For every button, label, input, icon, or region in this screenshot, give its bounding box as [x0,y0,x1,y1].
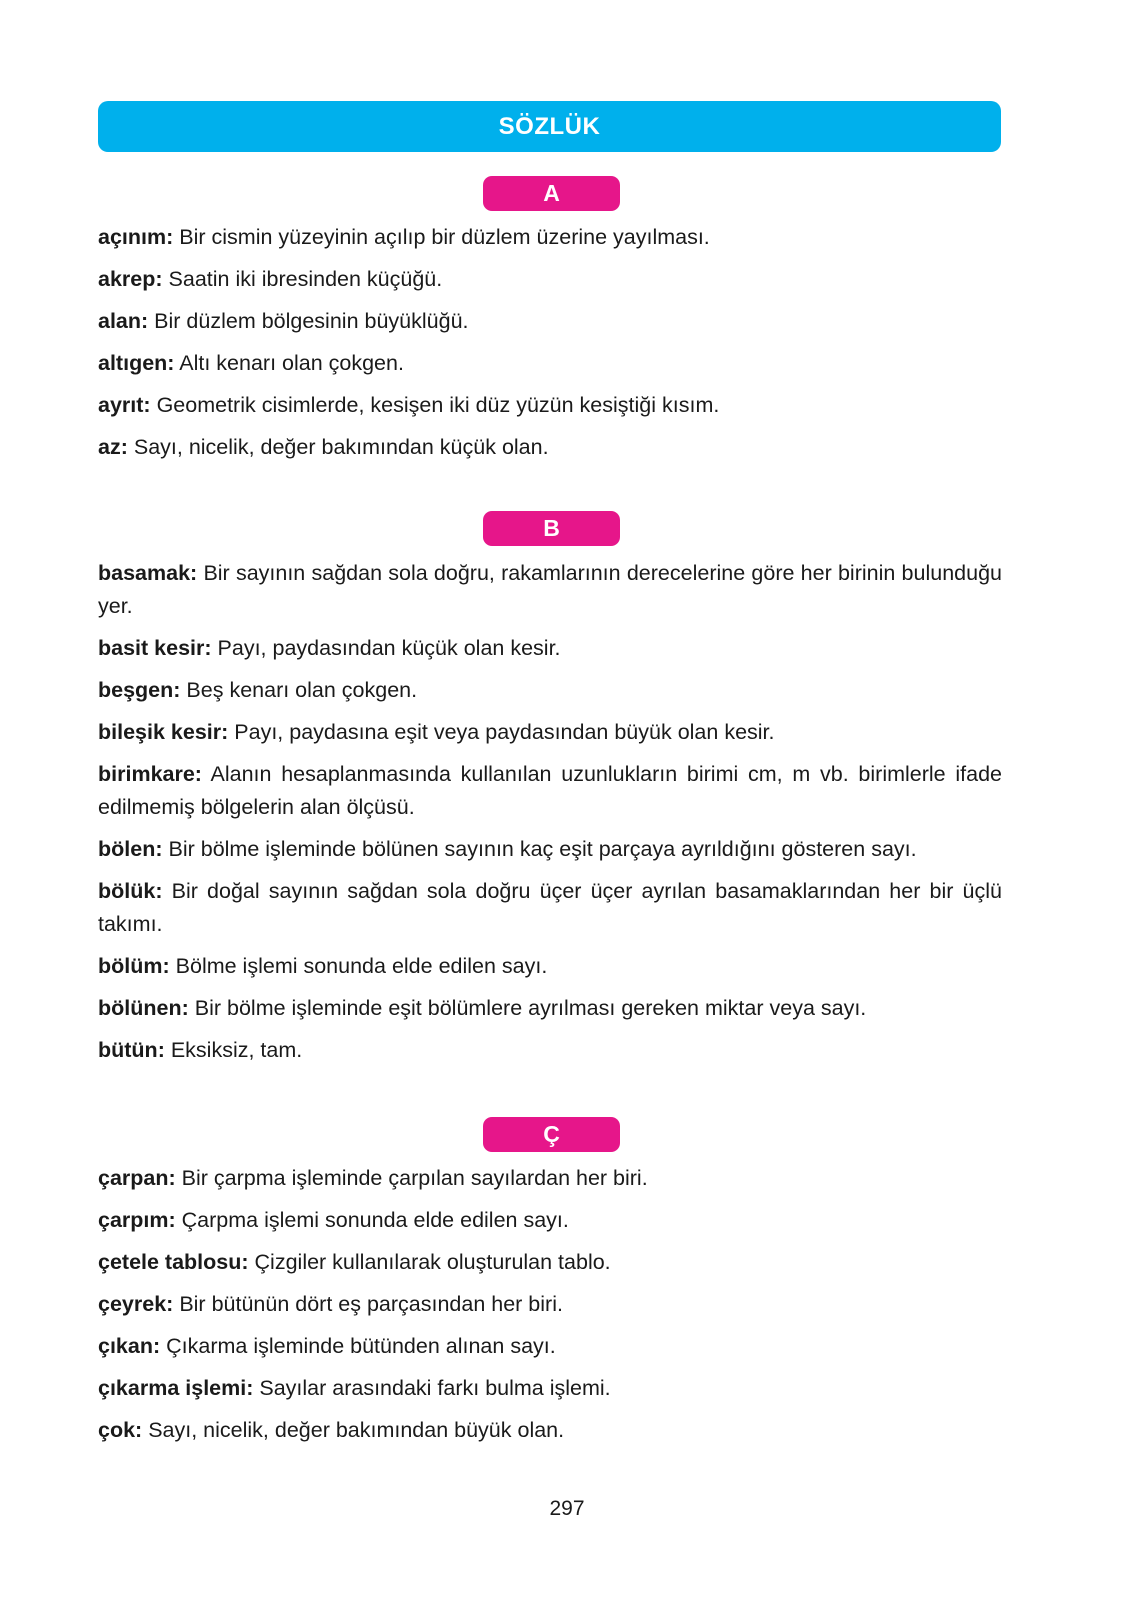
entry-definition: Altı kenarı olan çokgen. [179,351,404,375]
glossary-entry [98,1330,1002,1363]
entry-term: çeyrek: [98,1292,174,1316]
glossary-entry [98,950,1002,983]
entry-definition: Bir bölme işleminde eşit bölümlere ayrılması gereken miktar veya sayı. [194,996,867,1020]
entry-term: bölünen: [98,996,189,1020]
entry-definition: Çizgiler kullanılarak oluşturulan tablo. [254,1250,611,1274]
entry-term: çarpım: [98,1208,176,1232]
section-c-cedilla-entries [98,1162,1002,1456]
entry-term: bütün: [98,1038,165,1062]
glossary-entry [98,221,1002,254]
glossary-entry [98,431,1002,464]
entry-term: az: [98,435,128,459]
section-letter-c-cedilla: Ç [483,1117,620,1152]
entry-definition: Sayılar arasındaki farkı bulma işlemi. [259,1376,611,1400]
glossary-entry [98,674,1002,707]
entry-term: beşgen: [98,678,181,702]
entry-term: bileşik kesir: [98,720,229,744]
glossary-entry [98,1288,1002,1321]
entry-term: akrep: [98,267,163,291]
entry-term: ayrıt: [98,393,151,417]
glossary-entry [98,1034,1002,1067]
entry-definition: Bir sayının sağdan sola doğru, rakamlarının derecelerine göre her birinin bulunduğu yer. [98,561,1002,618]
page-number: 297 [549,1497,585,1520]
glossary-entry [98,1414,1002,1447]
glossary-entry [98,632,1002,665]
glossary-entry [98,1204,1002,1237]
glossary-entry [98,992,1002,1025]
entry-definition: Payı, paydasından küçük olan kesir. [217,636,561,660]
glossary-entry [98,875,1002,941]
entry-definition: Alanın hesaplanmasında kullanılan uzunlukların birimi cm, m vb. birimlerle ifade edilmemiş bölgelerin alan ölçüsü. [98,762,1002,819]
entry-term: bölük: [98,879,163,903]
glossary-entry [98,1246,1002,1279]
entry-term: açınım: [98,225,174,249]
glossary-entry [98,716,1002,749]
entry-term: çetele tablosu: [98,1250,249,1274]
entry-term: basit kesir: [98,636,212,660]
entry-definition: Beş kenarı olan çokgen. [186,678,418,702]
glossary-entry [98,263,1002,296]
entry-definition: Geometrik cisimlerde, kesişen iki düz yüzün kesiştiği kısım. [156,393,720,417]
glossary-entry [98,758,1002,824]
section-letter-a: A [483,176,620,211]
entry-definition: Bölme işlemi sonunda elde edilen sayı. [175,954,548,978]
entry-definition: Bir cismin yüzeyinin açılıp bir düzlem üzerine yayılması. [179,225,710,249]
entry-definition: Sayı, nicelik, değer bakımından büyük olan. [148,1418,565,1442]
section-b-entries [98,557,1002,1076]
glossary-entry [98,389,1002,422]
entry-term: birimkare: [98,762,202,786]
entry-definition: Çıkarma işleminde bütünden alınan sayı. [166,1334,556,1358]
glossary-entry [98,1372,1002,1405]
entry-term: çok: [98,1418,143,1442]
glossary-entry [98,347,1002,380]
entry-definition: Saatin iki ibresinden küçüğü. [168,267,443,291]
entry-definition: Sayı, nicelik, değer bakımından küçük olan. [133,435,549,459]
page-title: SÖZLÜK [98,101,1001,152]
section-a-entries [98,221,1002,473]
entry-definition: Eksiksiz, tam. [170,1038,303,1062]
glossary-entry [98,305,1002,338]
entry-term: alan: [98,309,149,333]
entry-term: basamak: [98,561,198,585]
entry-definition: Bir düzlem bölgesinin büyüklüğü. [154,309,469,333]
section-letter-b: B [483,511,620,546]
entry-term: çıkan: [98,1334,161,1358]
entry-term: bölen: [98,837,163,861]
entry-term: altıgen: [98,351,175,375]
entry-definition: Bir çarpma işleminde çarpılan sayılardan her biri. [181,1166,648,1190]
glossary-entry [98,1162,1002,1195]
entry-definition: Çarpma işlemi sonunda elde edilen sayı. [181,1208,569,1232]
entry-definition: Bir bölme işleminde bölünen sayının kaç eşit parçaya ayrıldığını gösteren sayı. [168,837,917,861]
glossary-entry [98,557,1002,623]
entry-term: çıkarma işlemi: [98,1376,254,1400]
entry-definition: Bir doğal sayının sağdan sola doğru üçer üçer ayrılan basamaklarından her bir üçlü takımı. [98,879,1002,936]
glossary-entry [98,833,1002,866]
entry-definition: Payı, paydasına eşit veya paydasından büyük olan kesir. [234,720,775,744]
entry-term: bölüm: [98,954,170,978]
entry-definition: Bir bütünün dört eş parçasından her biri. [179,1292,563,1316]
entry-term: çarpan: [98,1166,176,1190]
